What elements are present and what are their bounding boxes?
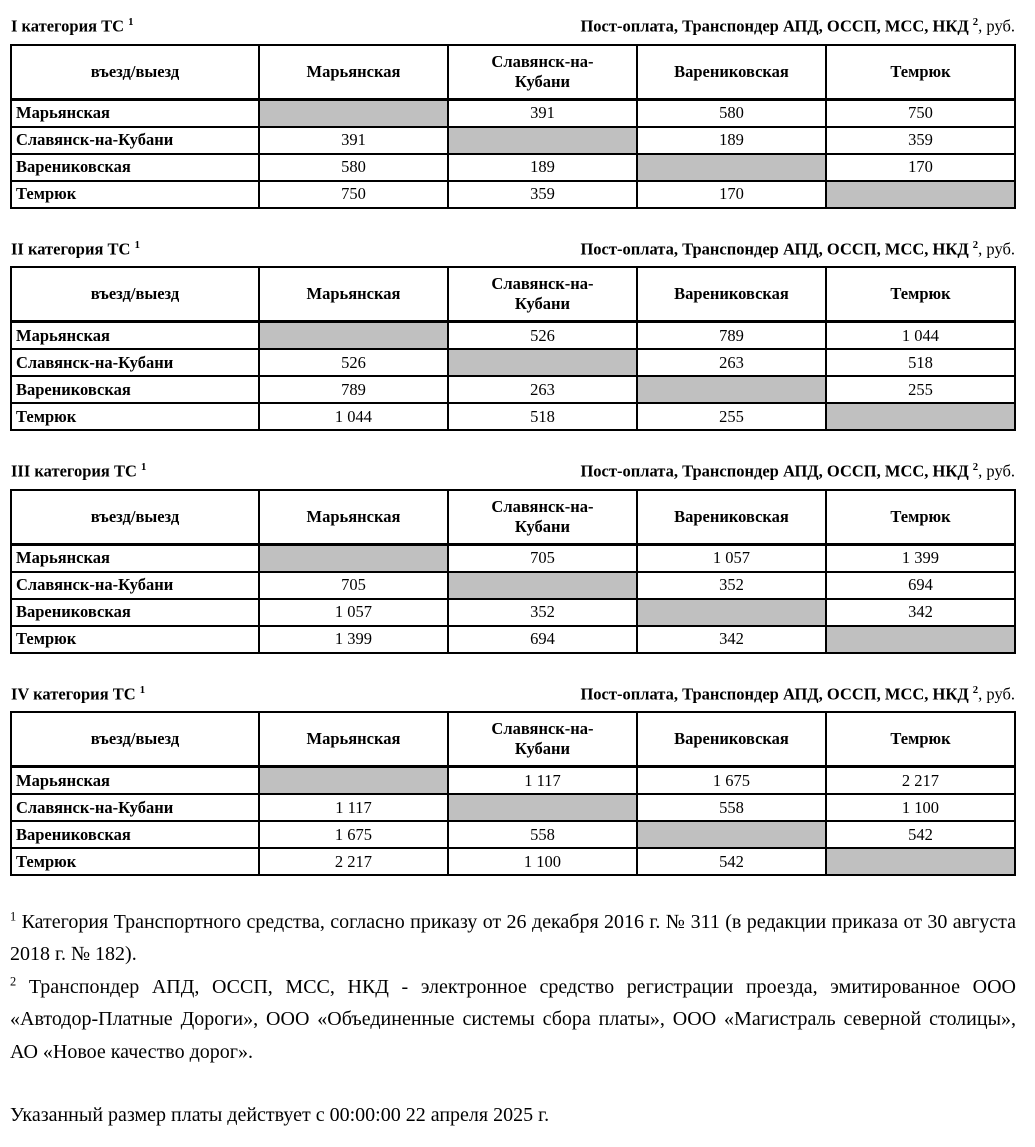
toll-value-cell: 1 117: [448, 767, 637, 795]
column-header-label: Темрюк: [890, 506, 951, 526]
toll-value-cell: 518: [826, 349, 1015, 376]
toll-value-cell: 789: [259, 376, 448, 403]
toll-value-cell: 705: [259, 572, 448, 599]
row-label: Темрюк: [11, 403, 259, 430]
toll-value-cell: 2 217: [259, 848, 448, 875]
rate-header: [580, 684, 1015, 705]
toll-value-cell: 170: [826, 154, 1015, 181]
category-footnote-marker: 1: [139, 683, 146, 696]
toll-value-cell: 1 044: [259, 403, 448, 430]
table-row: [11, 127, 1015, 154]
row-label: Темрюк: [11, 181, 259, 208]
table-row: [11, 572, 1015, 599]
category-block: [10, 16, 1016, 209]
row-label: Марьянская: [11, 767, 259, 795]
diagonal-cell: [448, 349, 637, 376]
column-header: [448, 267, 637, 322]
tariff-table: [10, 711, 1016, 876]
row-label: Славянск-на-Кубани: [11, 127, 259, 154]
row-label: Марьянская: [11, 544, 259, 572]
row-label: Марьянская: [11, 322, 259, 350]
tariff-tables: [10, 16, 1016, 876]
category-title: III категория ТС $^1$: [11, 461, 147, 481]
tariff-table: [10, 44, 1016, 209]
column-header-label: Славянск-на-Кубани: [491, 719, 594, 758]
table-title-row: [11, 16, 1015, 37]
row-label: Варениковская: [11, 154, 259, 181]
column-header: [259, 490, 448, 545]
diagonal-cell: [259, 322, 448, 350]
diagonal-cell: [637, 599, 826, 626]
corner-header: въезд/выезд: [11, 712, 259, 767]
rate-footnote-marker: 2: [972, 461, 979, 473]
table-row: [11, 794, 1015, 821]
table-row: [11, 626, 1015, 653]
diagonal-cell: [448, 794, 637, 821]
toll-value-cell: 352: [448, 599, 637, 626]
footnote: $^1$ Категория Транспортного средства, согласно приказу от 26 декабря 2016 г. № 311 (в редакции приказа от 30 августа 2018 г. № 182).: [10, 909, 1016, 966]
table-row: [11, 154, 1015, 181]
footnote-marker: 1: [10, 909, 17, 924]
toll-value-cell: 542: [637, 848, 826, 875]
row-label: Темрюк: [11, 626, 259, 653]
toll-value-cell: 518: [448, 403, 637, 430]
row-label: Варениковская: [11, 376, 259, 403]
toll-value-cell: 391: [259, 127, 448, 154]
toll-value-cell: 694: [826, 572, 1015, 599]
diagonal-cell: [259, 767, 448, 795]
toll-value-cell: 1 057: [259, 599, 448, 626]
rate-footnote-marker: 2: [972, 683, 979, 696]
toll-value-cell: 1 057: [637, 544, 826, 572]
column-header: [637, 490, 826, 545]
toll-value-cell: 170: [637, 181, 826, 208]
corner-header: въезд/выезд: [11, 267, 259, 322]
toll-value-cell: 750: [259, 181, 448, 208]
category-footnote-marker: 1: [141, 461, 147, 473]
header-row: [11, 712, 1015, 767]
toll-value-cell: 255: [826, 376, 1015, 403]
column-header-label: Варениковская: [674, 284, 789, 303]
toll-value-cell: 2 217: [826, 767, 1015, 795]
toll-value-cell: 705: [448, 544, 637, 572]
diagonal-cell: [448, 127, 637, 154]
rate-header-bold-text: Пост-оплата, Транспондер АПД, ОССП, МСС, НКД: [580, 461, 973, 481]
row-label: Марьянская: [11, 99, 259, 127]
table-title-row: [11, 239, 1015, 260]
toll-value-cell: 263: [637, 349, 826, 376]
footnote: $^2$ Транспондер АПД, ОССП, МСС, НКД - электронное средство регистрации проезда, эмитированное ООО «Автодор-Платные Дороги», ООО «Объединенные системы сбора платы», ООО «Магистраль северной столицы», АО «Новое качество дорог».: [10, 974, 1016, 1063]
diagonal-cell: [259, 544, 448, 572]
toll-value-cell: 694: [448, 626, 637, 653]
table-title-row: [11, 461, 1015, 482]
toll-value-cell: 1 675: [637, 767, 826, 795]
toll-value-cell: 342: [637, 626, 826, 653]
table-row: [11, 403, 1015, 430]
category-title: IV категория ТС $^1$: [11, 683, 146, 703]
header-row: [11, 45, 1015, 100]
row-label: Темрюк: [11, 848, 259, 875]
corner-header: въезд/выезд: [11, 490, 259, 545]
category-block: [10, 239, 1016, 432]
column-header-label: Варениковская: [674, 506, 789, 526]
toll-value-cell: 1 117: [259, 794, 448, 821]
column-header: [637, 267, 826, 322]
toll-value-cell: 558: [637, 794, 826, 821]
header-row: [11, 267, 1015, 322]
toll-value-cell: 1 100: [826, 794, 1015, 821]
toll-value-cell: 189: [637, 127, 826, 154]
effective-date-note: Указанный размер платы действует с 00:00:00 22 апреля 2025 г.: [10, 1103, 550, 1126]
category-title: I категория ТС $^1$: [11, 16, 134, 36]
table-row: [11, 376, 1015, 403]
column-header: [448, 490, 637, 545]
header-row: [11, 490, 1015, 545]
column-header: [826, 267, 1015, 322]
column-header-label: Славянск-на-Кубани: [491, 274, 594, 313]
column-header: [448, 712, 637, 767]
rate-header: [580, 239, 1015, 260]
column-header-label: Варениковская: [674, 61, 789, 81]
column-header: [637, 45, 826, 100]
column-header-label: Темрюк: [890, 729, 951, 748]
footnote-marker: 2: [10, 974, 17, 989]
table-row: [11, 99, 1015, 127]
diagonal-cell: [826, 403, 1015, 430]
table-row: [11, 349, 1015, 376]
table-row: [11, 767, 1015, 795]
toll-value-cell: 255: [637, 403, 826, 430]
toll-value-cell: 526: [259, 349, 448, 376]
rate-header: [580, 16, 1015, 37]
toll-value-cell: 359: [448, 181, 637, 208]
toll-value-cell: 558: [448, 821, 637, 848]
rate-unit-suffix: , руб.: [978, 16, 1015, 36]
column-header-label: Марьянская: [306, 284, 401, 303]
diagonal-cell: [637, 821, 826, 848]
toll-value-cell: 580: [637, 99, 826, 127]
table-row: [11, 821, 1015, 848]
column-header-label: Темрюк: [890, 284, 951, 303]
row-label: Славянск-на-Кубани: [11, 794, 259, 821]
rate-header: [580, 461, 1015, 482]
toll-value-cell: 1 044: [826, 322, 1015, 350]
column-header-label: Марьянская: [306, 729, 401, 748]
column-header-label: Славянск-на-Кубани: [491, 496, 594, 536]
toll-value-cell: 580: [259, 154, 448, 181]
column-header-label: Марьянская: [306, 61, 401, 81]
diagonal-cell: [826, 626, 1015, 653]
column-header: [259, 45, 448, 100]
table-title-row: [11, 684, 1015, 705]
column-header-label: Славянск-на-Кубани: [491, 51, 594, 91]
row-label: Варениковская: [11, 821, 259, 848]
category-footnote-marker: 1: [128, 16, 134, 28]
rate-header-bold-text: Пост-оплата, Транспондер АПД, ОССП, МСС, НКД: [580, 239, 973, 258]
toll-value-cell: 263: [448, 376, 637, 403]
row-label: Славянск-на-Кубани: [11, 572, 259, 599]
toll-value-cell: 342: [826, 599, 1015, 626]
column-header: [448, 45, 637, 100]
category-block: [10, 461, 1016, 654]
diagonal-cell: [826, 848, 1015, 875]
row-label: Славянск-на-Кубани: [11, 349, 259, 376]
diagonal-cell: [637, 154, 826, 181]
toll-value-cell: 1 399: [826, 544, 1015, 572]
toll-value-cell: 391: [448, 99, 637, 127]
column-header: [259, 712, 448, 767]
row-label: Варениковская: [11, 599, 259, 626]
column-header-label: Варениковская: [674, 729, 789, 748]
column-header: [826, 712, 1015, 767]
toll-value-cell: 1 675: [259, 821, 448, 848]
table-row: [11, 181, 1015, 208]
tariff-table: [10, 266, 1016, 431]
toll-value-cell: 542: [826, 821, 1015, 848]
column-header-label: Марьянская: [306, 506, 401, 526]
toll-value-cell: 352: [637, 572, 826, 599]
diagonal-cell: [259, 99, 448, 127]
rate-header-bold-text: Пост-оплата, Транспондер АПД, ОССП, МСС, НКД: [580, 684, 973, 703]
rate-unit-suffix: , руб.: [978, 461, 1015, 481]
toll-value-cell: 1 399: [259, 626, 448, 653]
column-header: [637, 712, 826, 767]
toll-value-cell: 526: [448, 322, 637, 350]
rate-unit-suffix: , руб.: [978, 684, 1015, 703]
column-header: [826, 45, 1015, 100]
toll-value-cell: 359: [826, 127, 1015, 154]
corner-header: въезд/выезд: [11, 45, 259, 100]
rate-header-bold-text: Пост-оплата, Транспондер АПД, ОССП, МСС, НКД: [580, 16, 973, 36]
diagonal-cell: [637, 376, 826, 403]
column-header: [259, 267, 448, 322]
category-footnote-marker: 1: [134, 238, 140, 251]
table-row: [11, 599, 1015, 626]
rate-unit-suffix: , руб.: [978, 239, 1015, 258]
column-header: [826, 490, 1015, 545]
rate-footnote-marker: 2: [972, 16, 979, 28]
diagonal-cell: [826, 181, 1015, 208]
toll-value-cell: 189: [448, 154, 637, 181]
toll-value-cell: 1 100: [448, 848, 637, 875]
toll-value-cell: 750: [826, 99, 1015, 127]
rate-footnote-marker: 2: [972, 238, 979, 251]
table-row: [11, 544, 1015, 572]
category-block: [10, 684, 1016, 877]
tariff-table: [10, 489, 1016, 654]
toll-value-cell: 789: [637, 322, 826, 350]
table-row: [11, 322, 1015, 350]
footnotes: [10, 906, 1016, 1068]
category-title: II категория ТС $^1$: [11, 238, 140, 258]
column-header-label: Темрюк: [890, 61, 951, 81]
table-row: [11, 848, 1015, 875]
diagonal-cell: [448, 572, 637, 599]
